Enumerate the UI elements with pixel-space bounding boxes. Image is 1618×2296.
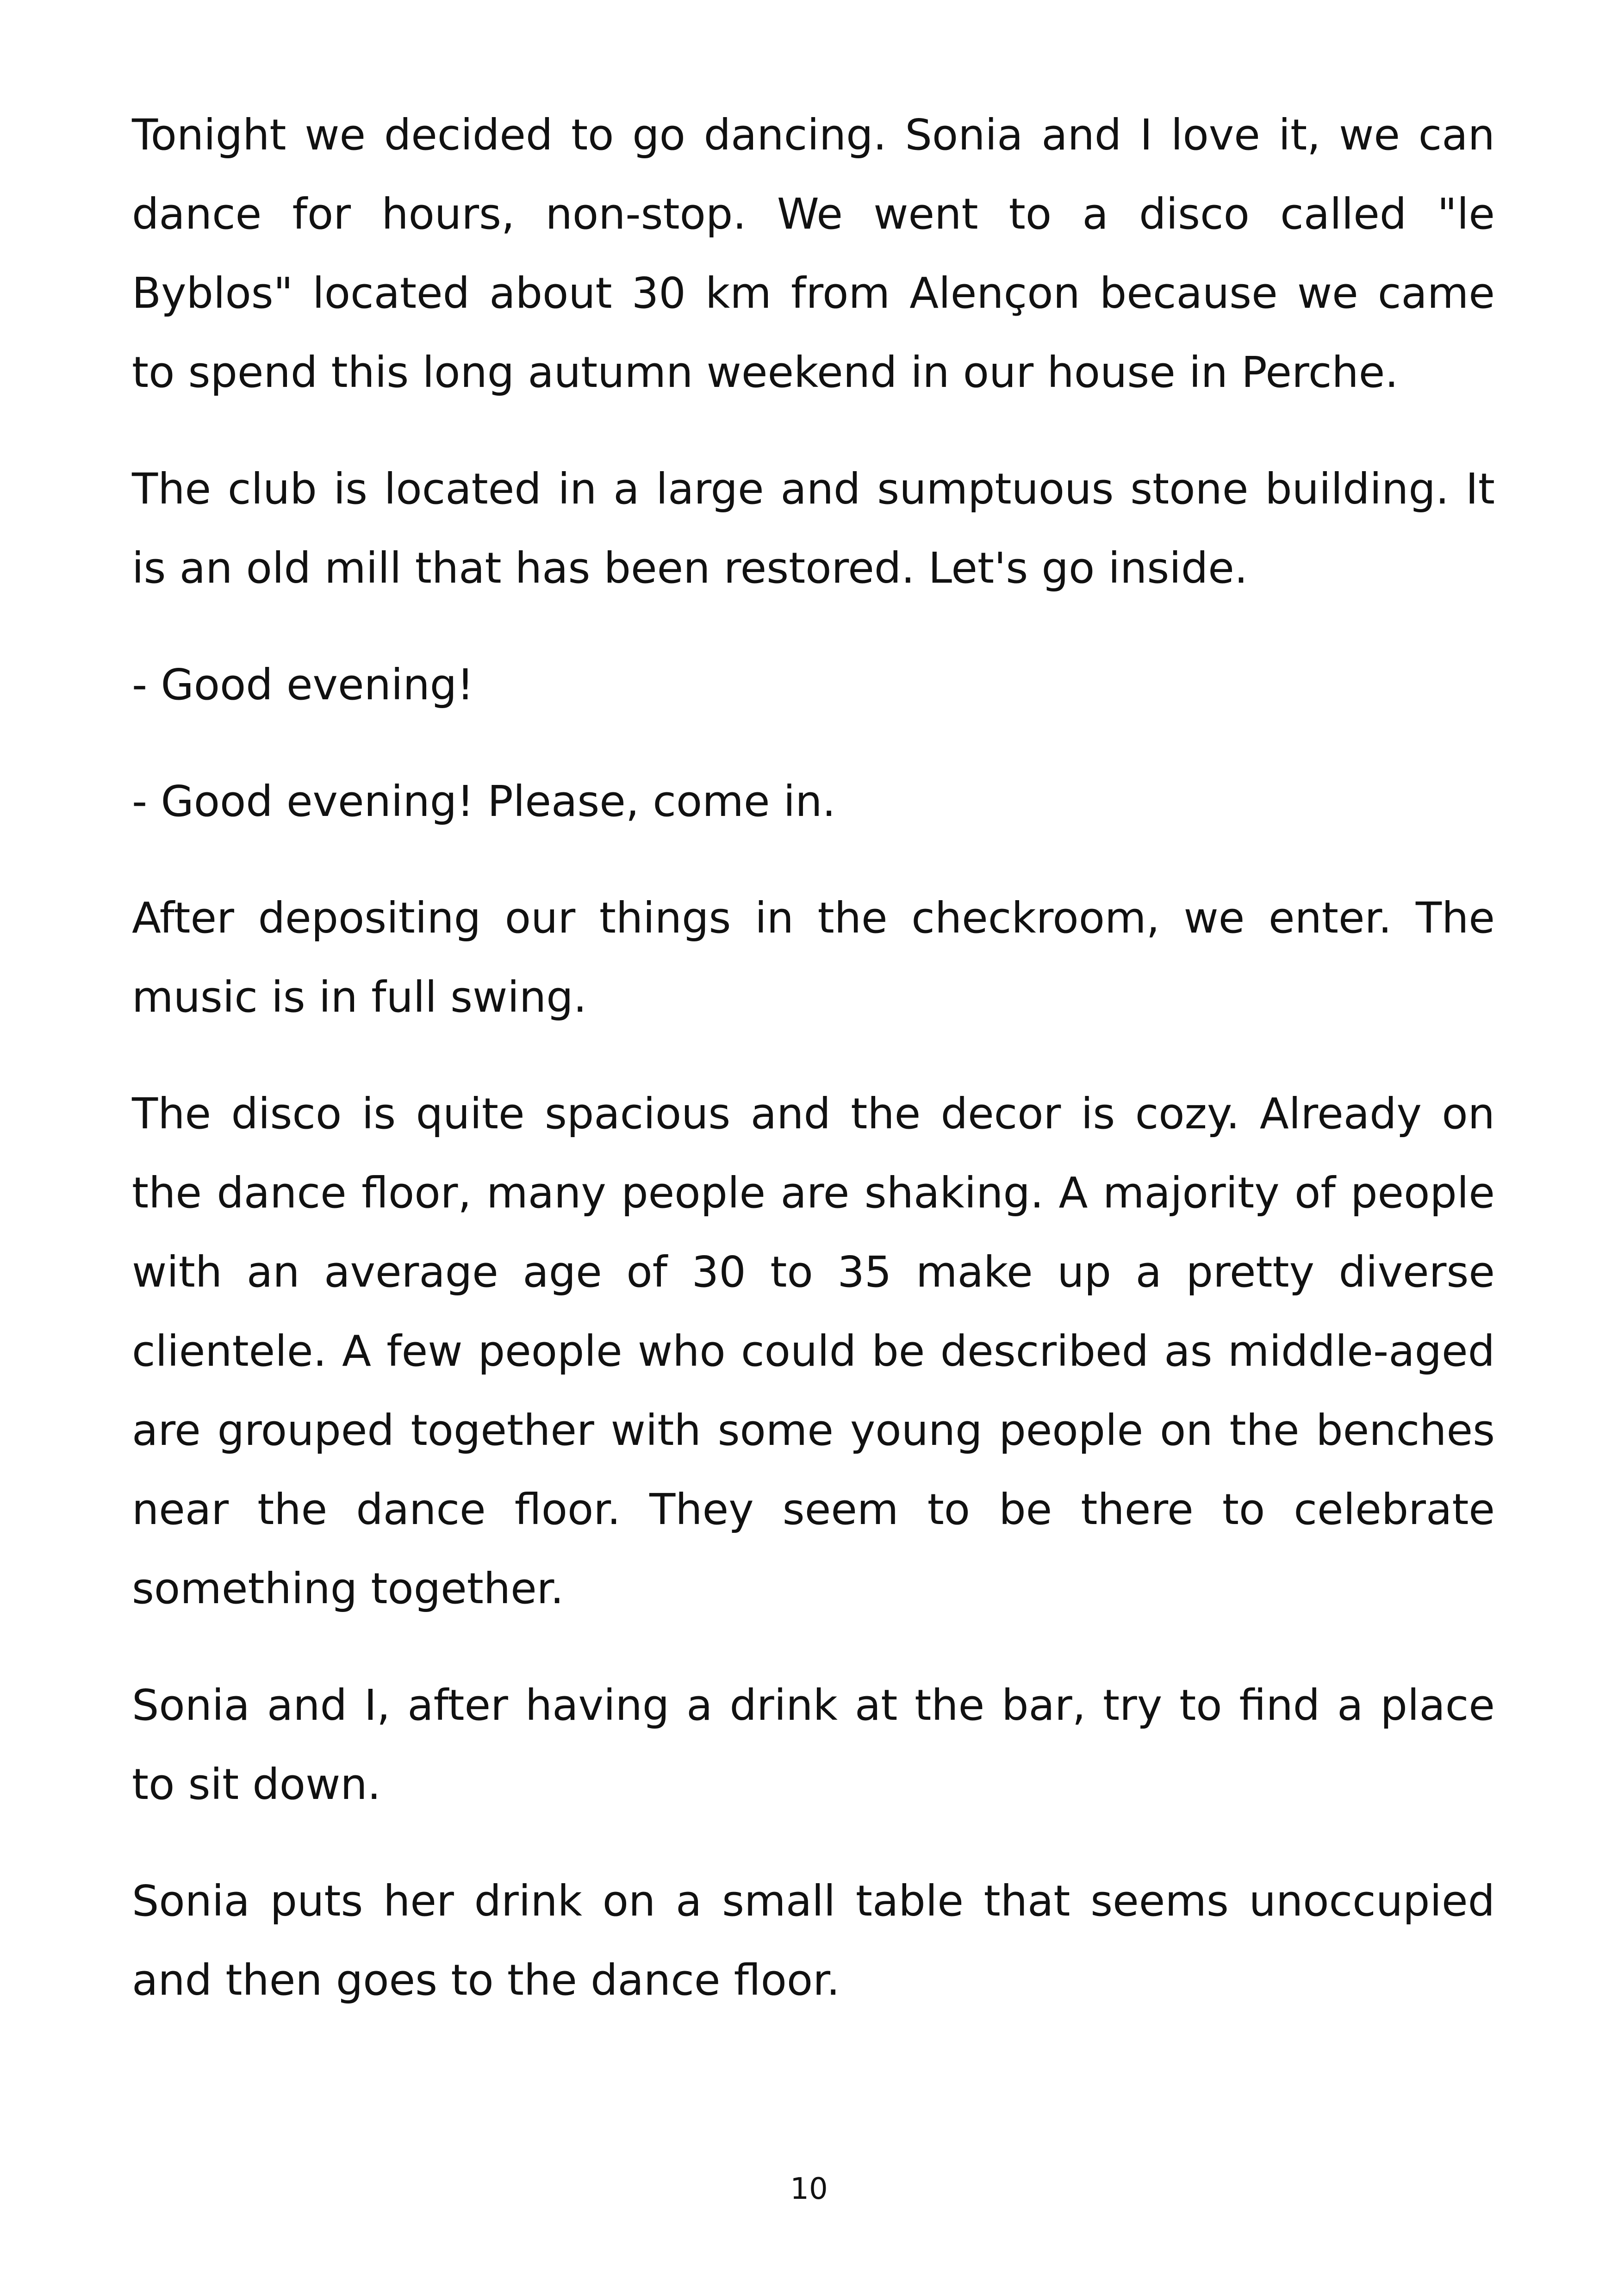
paragraph-4: - Good evening! Please, come in. — [132, 777, 836, 826]
paragraph-1: Tonight we decided to go dancing. Sonia and I love it, we can dance for hours, non-stop. We went to a disco called "le Byblos" located about 30 km from Alençon because we came to spend this long autumn weekend in our house in Perche. — [132, 110, 1495, 397]
paragraph-2: The club is located in a large and sumptuous stone building. It is an old mill that has been restored. Let's go inside. — [132, 464, 1495, 593]
paragraph-5: After depositing our things in the checkroom, we enter. The music is in full swing. — [132, 893, 1495, 1022]
paragraph-8: Sonia puts her drink on a small table that seems unoccupied and then goes to the dance floor. — [132, 1876, 1495, 2005]
page-number: 10 — [790, 2172, 828, 2206]
paragraph-3: - Good evening! — [132, 660, 474, 709]
paragraph-6: The disco is quite spacious and the decor is cozy. Already on the dance floor, many people are shaking. A majority of people with an average age of 30 to 35 make up a pretty diverse clientele. A few people who could be described as middle-aged are grouped together with some young people on the benches near the dance floor. They seem to be there to celebrate something together. — [132, 1089, 1495, 1613]
body-text — [132, 95, 1495, 2057]
paragraph-7: Sonia and I, after having a drink at the bar, try to find a place to sit down. — [132, 1680, 1495, 1809]
